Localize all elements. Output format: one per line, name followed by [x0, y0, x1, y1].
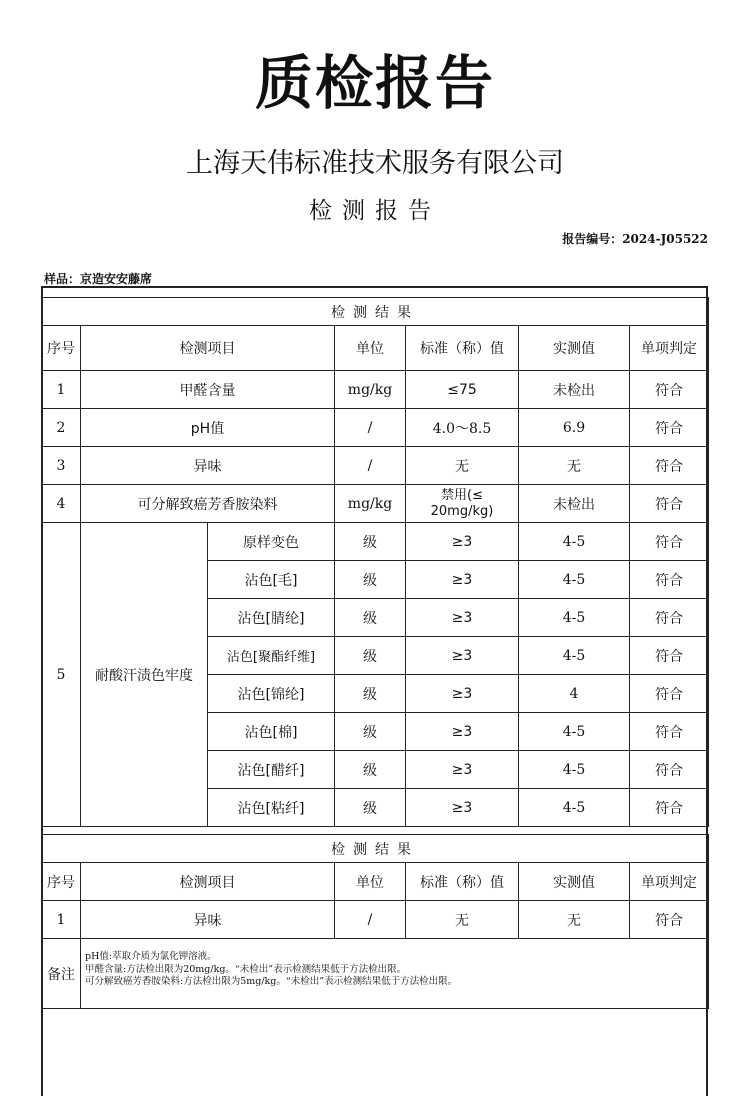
note-line: 可分解致癌芳香胺染料:方法检出限为5mg/kg。“未检出”表示检测结果低于方法检出限。 — [85, 976, 458, 987]
group-item: 耐酸汗渍色牢度 — [81, 523, 208, 827]
sub-item: 沾色[粘纤] — [208, 789, 335, 827]
row-verdict: 符合 — [630, 561, 709, 599]
section-title: 检测结果 — [42, 835, 709, 863]
row-unit: 级 — [335, 637, 406, 675]
row-verdict: 符合 — [630, 409, 709, 447]
note-line: pH值:萃取介质为氯化钾溶液。 — [85, 951, 217, 962]
row-measured: 6.9 — [519, 409, 630, 447]
row-unit: mg/kg — [335, 371, 406, 409]
page-title: 质检报告 — [254, 49, 495, 117]
row-standard: ≥3 — [406, 561, 519, 599]
col-header-verdict: 单项判定 — [630, 863, 709, 901]
row-measured: 4-5 — [519, 599, 630, 637]
table-row — [42, 485, 709, 523]
row-measured: 4-5 — [519, 637, 630, 675]
row-verdict: 符合 — [630, 637, 709, 675]
table-row — [42, 409, 709, 447]
row-unit: 级 — [335, 599, 406, 637]
row-verdict: 符合 — [630, 485, 709, 523]
row-no: 1 — [42, 901, 81, 939]
row-standard: ≥3 — [406, 599, 519, 637]
row-measured: 无 — [519, 447, 630, 485]
row-standard: ≥3 — [406, 523, 519, 561]
row-no: 2 — [42, 409, 81, 447]
row-item: 甲醛含量 — [81, 371, 335, 409]
row-no: 4 — [42, 485, 81, 523]
row-verdict: 符合 — [630, 523, 709, 561]
results-table-1 — [41, 297, 709, 827]
section-title: 检测结果 — [42, 298, 709, 326]
sub-item: 原样变色 — [208, 523, 335, 561]
company-name: 上海天伟标准技术服务有限公司 — [186, 148, 564, 179]
row-measured: 4-5 — [519, 789, 630, 827]
row-item: 异味 — [81, 447, 335, 485]
row-unit: mg/kg — [335, 485, 406, 523]
table-row — [42, 447, 709, 485]
row-standard: 4.0～8.5 — [406, 409, 519, 447]
col-header-item: 检测项目 — [81, 326, 335, 371]
sub-item: 沾色[毛] — [208, 561, 335, 599]
row-standard: 无 — [406, 447, 519, 485]
row-unit: 级 — [335, 713, 406, 751]
row-measured: 无 — [519, 901, 630, 939]
col-header-no: 序号 — [42, 326, 81, 371]
row-standard: ≤75 — [406, 371, 519, 409]
col-header-unit: 单位 — [335, 326, 406, 371]
row-item: pH值 — [81, 409, 335, 447]
row-no: 3 — [42, 447, 81, 485]
row-measured: 未检出 — [519, 485, 630, 523]
notes-text — [81, 939, 709, 1009]
row-standard: 禁用(≤ 20mg/kg) — [406, 485, 519, 523]
row-measured: 4 — [519, 675, 630, 713]
row-unit: / — [335, 409, 406, 447]
col-header-item: 检测项目 — [81, 863, 335, 901]
row-no: 1 — [42, 371, 81, 409]
row-unit: 级 — [335, 561, 406, 599]
row-verdict: 符合 — [630, 713, 709, 751]
row-unit: / — [335, 901, 406, 939]
col-header-standard: 标准（称）值 — [406, 326, 519, 371]
col-header-verdict: 单项判定 — [630, 326, 709, 371]
row-measured: 未检出 — [519, 371, 630, 409]
row-standard: 无 — [406, 901, 519, 939]
col-header-unit: 单位 — [335, 863, 406, 901]
notes-row — [42, 939, 709, 1009]
row-measured: 4-5 — [519, 751, 630, 789]
notes-label: 备注 — [42, 939, 81, 1009]
col-header-measured: 实测值 — [519, 326, 630, 371]
note-line: 甲醛含量:方法检出限为20mg/kg。“未检出”表示检测结果低于方法检出限。 — [85, 963, 407, 975]
row-unit: / — [335, 447, 406, 485]
col-header-no: 序号 — [42, 863, 81, 901]
sample-name: 样品：京造安安藤席 — [44, 272, 153, 286]
row-item: 可分解致癌芳香胺染料 — [81, 485, 335, 523]
sub-item: 沾色[聚酯纤维] — [208, 637, 335, 675]
row-standard: ≥3 — [406, 675, 519, 713]
sub-item: 沾色[锦纶] — [208, 675, 335, 713]
row-verdict: 符合 — [630, 371, 709, 409]
row-measured: 4-5 — [519, 713, 630, 751]
table-row — [42, 901, 709, 939]
col-header-measured: 实测值 — [519, 863, 630, 901]
row-verdict: 符合 — [630, 789, 709, 827]
row-unit: 级 — [335, 789, 406, 827]
row-measured: 4-5 — [519, 523, 630, 561]
row-item: 异味 — [81, 901, 335, 939]
row-unit: 级 — [335, 675, 406, 713]
row-standard: ≥3 — [406, 751, 519, 789]
row-verdict: 符合 — [630, 751, 709, 789]
sub-item: 沾色[醋纤] — [208, 751, 335, 789]
group-no: 5 — [42, 523, 81, 827]
sub-item: 沾色[棉] — [208, 713, 335, 751]
row-measured: 4-5 — [519, 561, 630, 599]
results-table-2 — [41, 834, 709, 1009]
row-unit: 级 — [335, 523, 406, 561]
row-verdict: 符合 — [630, 599, 709, 637]
col-header-standard: 标准（称）值 — [406, 863, 519, 901]
table-row — [42, 371, 709, 409]
report-subtitle: 检测报告 — [309, 198, 441, 224]
row-standard: ≥3 — [406, 789, 519, 827]
row-verdict: 符合 — [630, 901, 709, 939]
row-unit: 级 — [335, 751, 406, 789]
row-standard: ≥3 — [406, 713, 519, 751]
row-verdict: 符合 — [630, 447, 709, 485]
table-row — [42, 523, 709, 561]
row-verdict: 符合 — [630, 675, 709, 713]
row-standard: ≥3 — [406, 637, 519, 675]
report-number: 报告编号：2024-J05522 — [562, 232, 708, 246]
sub-item: 沾色[腈纶] — [208, 599, 335, 637]
